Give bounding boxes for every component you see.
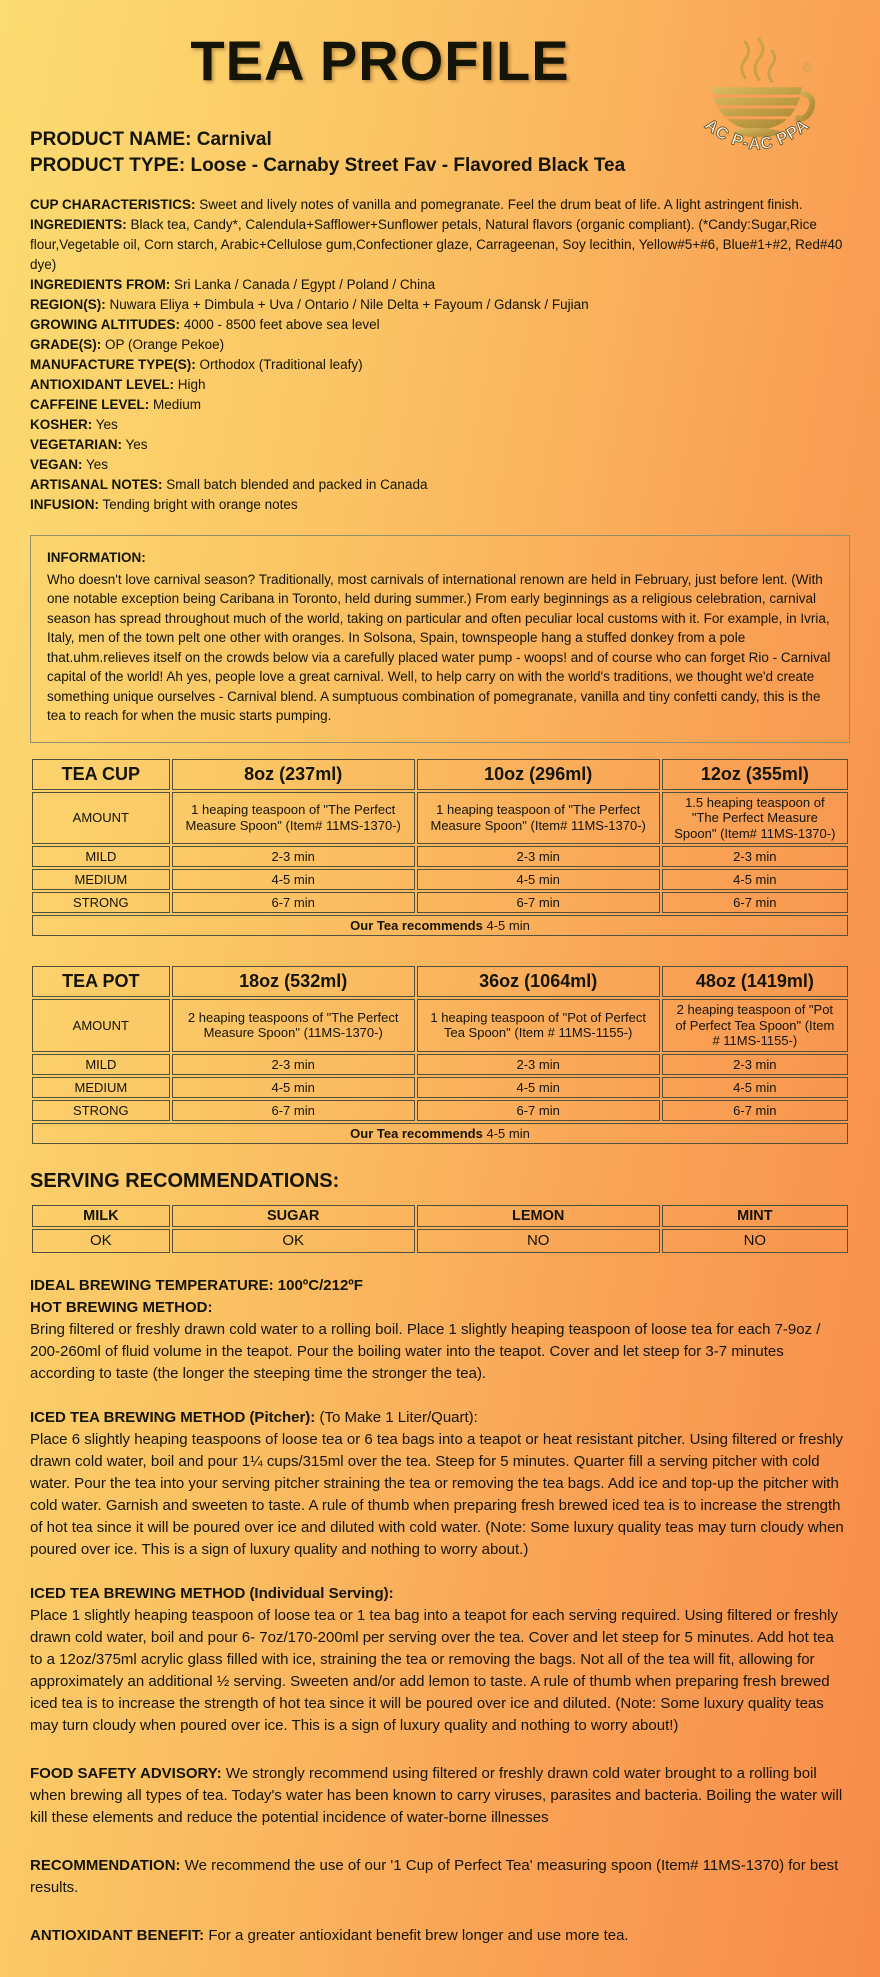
iced-individual-body: Place 1 slightly heaping teaspoon of loose tea or 1 tea bag into a teapot for each serving required. Using filtered or freshly drawn cold water, boil and pour 6- 7oz/170-200ml per serving over the tea. Cover and let steep for 5 minutes. Add hot tea to a 12oz/375ml acrylic glass filled with ice, straining the tea or removing the bags. Not all of the tea will fit, allowing for approximately an additional ½ serving. Sweeten and/or add lemon to taste. A rule of thumb when preparing fresh brewed iced tea is to increase the strength of hot tea since it will be poured over ice and diluted. (Note: Some luxury quality teas may turn cloudy when poured over ice. This is a sign of luxury quality and nothing to worry about!) bbox=[30, 1606, 838, 1734]
logo-arc-label: AC P-AC PPA bbox=[701, 114, 813, 154]
tea-pot-table bbox=[30, 964, 850, 1146]
food-safety-advisory: FOOD SAFETY ADVISORY: We strongly recommend using filtered or freshly drawn cold water brought to a rolling boil when brewing all types of tea. Today's water has been known to carry viruses, parasites and bacteria. Boiling the water will kill these elements and reduce the potential incidence of water-borne illnesses bbox=[30, 1764, 843, 1826]
tea-pot-mild-row: MILD 2-3 min 2-3 min 2-3 min bbox=[32, 1054, 848, 1075]
product-name-label: PRODUCT NAME: bbox=[30, 129, 192, 150]
brewing-section bbox=[30, 1275, 850, 1737]
attr-ingredients: INGREDIENTS: Black tea, Candy*, Calendula+Safflower+Sunflower petals, Natural flavors (organic compliant). (*Candy:Sugar,Rice flour,Vegetable oil, Corn starch, Arabic+Cellulose gum,Confectioner glaze, Carrageenan, Soy lecithin, Yellow#5+#6, Blue#1+#2, Red#40 dye) bbox=[30, 217, 843, 272]
tea-cup-footer-row: Our Tea recommends 4-5 min bbox=[32, 915, 848, 936]
attr-cup-characteristics: CUP CHARACTERISTICS: Sweet and lively notes of vanilla and pomegranate. Feel the drum beat of life. A light astringent finish. bbox=[30, 197, 803, 212]
iced-pitcher-body: Place 6 slightly heaping teaspoons of loose tea or 6 tea bags into a teapot or heat resistant pitcher. Using filtered or freshly drawn cold water, boil and pour 1¼ cups/315ml over the tea. Steep for 5 minutes. Quarter fill a serving pitcher with cold water. Pour the tea into your serving pitcher straining the tea or removing the tea bags. Add ice and top-up the pitcher with cold water. Garnish and sweeten to taste. A rule of thumb when preparing fresh brewed iced tea is to increase the strength of hot tea since it will be poured over ice and diluted with cold water. (Note: Some luxury quality teas may turn cloudy when poured over ice. This is a sign of luxury quality and nothing to worry about.) bbox=[30, 1430, 844, 1558]
product-type-value: Loose - Carnaby Street Fav - Flavored Black Tea bbox=[190, 155, 626, 176]
attr-vegetarian: VEGETARIAN: Yes bbox=[30, 437, 148, 452]
attr-kosher: KOSHER: Yes bbox=[30, 417, 118, 432]
product-name-value: Carnival bbox=[196, 129, 272, 150]
iced-pitcher-subheading: (To Make 1 Liter/Quart): bbox=[315, 1408, 478, 1426]
attr-ingredients-from: INGREDIENTS FROM: Sri Lanka / Canada / Egypt / Poland / China bbox=[30, 277, 436, 292]
tea-cup-medium-row: MEDIUM 4-5 min 4-5 min 4-5 min bbox=[32, 869, 848, 890]
brand-logo bbox=[698, 36, 816, 168]
tea-pot-title-cell: TEA POT bbox=[32, 966, 170, 997]
ideal-brewing-temperature: IDEAL BREWING TEMPERATURE: 100ºC/212ºF bbox=[30, 1276, 363, 1294]
attr-antioxidant-level: ANTIOXIDANT LEVEL: High bbox=[30, 377, 206, 392]
tea-pot-amount-row: AMOUNT 2 heaping teaspoons of "The Perfect Measure Spoon" (11MS-1370-) 1 heaping teaspoon of "Pot of Perfect Tea Spoon" (Item # 11MS-1155-) 2 heaping teaspoon of "Pot of Perfect Tea Spoon" (Item # 11MS-1155-) bbox=[32, 999, 848, 1052]
tea-cup-table bbox=[30, 757, 850, 939]
attr-manufacture-type: MANUFACTURE TYPE(S): Orthodox (Traditional leafy) bbox=[30, 357, 363, 372]
attr-growing-altitudes: GROWING ALTITUDES: 4000 - 8500 feet above sea level bbox=[30, 317, 380, 332]
tea-pot-footer-row: Our Tea recommends 4-5 min bbox=[32, 1123, 848, 1144]
tea-profile-page bbox=[0, 28, 880, 1977]
tea-cup-strong-row: STRONG 6-7 min 6-7 min 6-7 min bbox=[32, 892, 848, 913]
attr-vegan: VEGAN: Yes bbox=[30, 457, 109, 472]
page-title: TEA PROFILE bbox=[190, 29, 570, 92]
attr-caffeine-level: CAFFEINE LEVEL: Medium bbox=[30, 397, 202, 412]
recommendation-note: RECOMMENDATION: We recommend the use of our '1 Cup of Perfect Tea' measuring spoon (Item# 11MS-1370) for best results. bbox=[30, 1856, 839, 1896]
attr-infusion: INFUSION: Tending bright with orange notes bbox=[30, 497, 298, 512]
steam-icon bbox=[742, 39, 775, 81]
tea-pot-header-row: TEA POT 18oz (532ml) 36oz (1064ml) 48oz (1419ml) bbox=[32, 966, 848, 997]
information-heading: INFORMATION: bbox=[47, 550, 146, 565]
tea-pot-medium-row: MEDIUM 4-5 min 4-5 min 4-5 min bbox=[32, 1077, 848, 1098]
iced-individual-heading: ICED TEA BREWING METHOD (Individual Serving): bbox=[30, 1584, 394, 1602]
attr-grades: GRADE(S): OP (Orange Pekoe) bbox=[30, 337, 225, 352]
attr-artisanal-notes: ARTISANAL NOTES: Small batch blended and packed in Canada bbox=[30, 477, 428, 492]
hot-brewing-heading: HOT BREWING METHOD: bbox=[30, 1298, 213, 1316]
hot-brewing-body: Bring filtered or freshly drawn cold water to a rolling boil. Place 1 slightly heaping teaspoon of loose tea for each 7-9oz / 200-260ml of fluid volume in the teapot. Pour the boiling water into the teapot. Cover and let steep for 3-7 minutes according to taste (the longer the steeping time the stronger the tea). bbox=[30, 1320, 821, 1382]
attribute-list bbox=[30, 195, 850, 515]
attr-regions: REGION(S): Nuwara Eliya + Dimbula + Uva / Ontario / Nile Delta + Fayoum / Gdansk / Fujian bbox=[30, 297, 589, 312]
tea-pot-strong-row: STRONG 6-7 min 6-7 min 6-7 min bbox=[32, 1100, 848, 1121]
tea-cup-title-cell: TEA CUP bbox=[32, 759, 170, 790]
tea-cup-header-row: TEA CUP 8oz (237ml) 10oz (296ml) 12oz (355ml) bbox=[32, 759, 848, 790]
tea-cup-amount-row: AMOUNT 1 heaping teaspoon of "The Perfect Measure Spoon" (Item# 11MS-1370-) 1 heaping teaspoon of "The Perfect Measure Spoon" (Item# 11MS-1370-) 1.5 heaping teaspoon of "The Perfect Measure Spoon" (Item# 11MS-1370-) bbox=[32, 792, 848, 845]
serving-values-row: OK OK NO NO bbox=[32, 1229, 848, 1253]
product-type-label: PRODUCT TYPE: bbox=[30, 155, 186, 176]
iced-pitcher-heading: ICED TEA BREWING METHOD (Pitcher): bbox=[30, 1408, 316, 1426]
information-box bbox=[30, 535, 850, 743]
tea-cup-mild-row: MILD 2-3 min 2-3 min 2-3 min bbox=[32, 846, 848, 867]
antioxidant-benefit-note: ANTIOXIDANT BENEFIT: For a greater antioxidant benefit brew longer and use more tea. bbox=[30, 1926, 629, 1944]
information-body: Who doesn't love carnival season? Traditionally, most carnivals of international renown are held in February, just before lent. (With one notable exception being Caribana in Toronto, held during summer.) From early beginnings as a religious celebration, carnival season has spread throughout much of the world, taking on particular and often peculiar local customs with it. For example, in Ivria, Italy, men of the town pelt one other with oranges. In Solsona, Spain, townspeople hang a stuffed donkey from a pole that.uhm.relieves itself on the crowds below via a carefully placed water pump - woops! and of course who can forget Rio - Carnival capital of the world! Ah yes, people love a great carnival. Well, to help carry on with the world's traditions, we thought we'd create something unique ourselves - Carnival blend. A sumptuous combination of pomegranate, vanilla and tiny confetti candy, this is the tea to reach for when the music starts pumping. bbox=[47, 571, 831, 723]
iced-pitcher-heading-line bbox=[30, 1407, 850, 1429]
copyright-symbol: © bbox=[802, 59, 812, 75]
serving-recommendations-heading: SERVING RECOMMENDATIONS: bbox=[30, 1169, 340, 1192]
serving-header-row: MILK SUGAR LEMON MINT bbox=[32, 1205, 848, 1227]
serving-recommendations-table bbox=[30, 1203, 850, 1255]
